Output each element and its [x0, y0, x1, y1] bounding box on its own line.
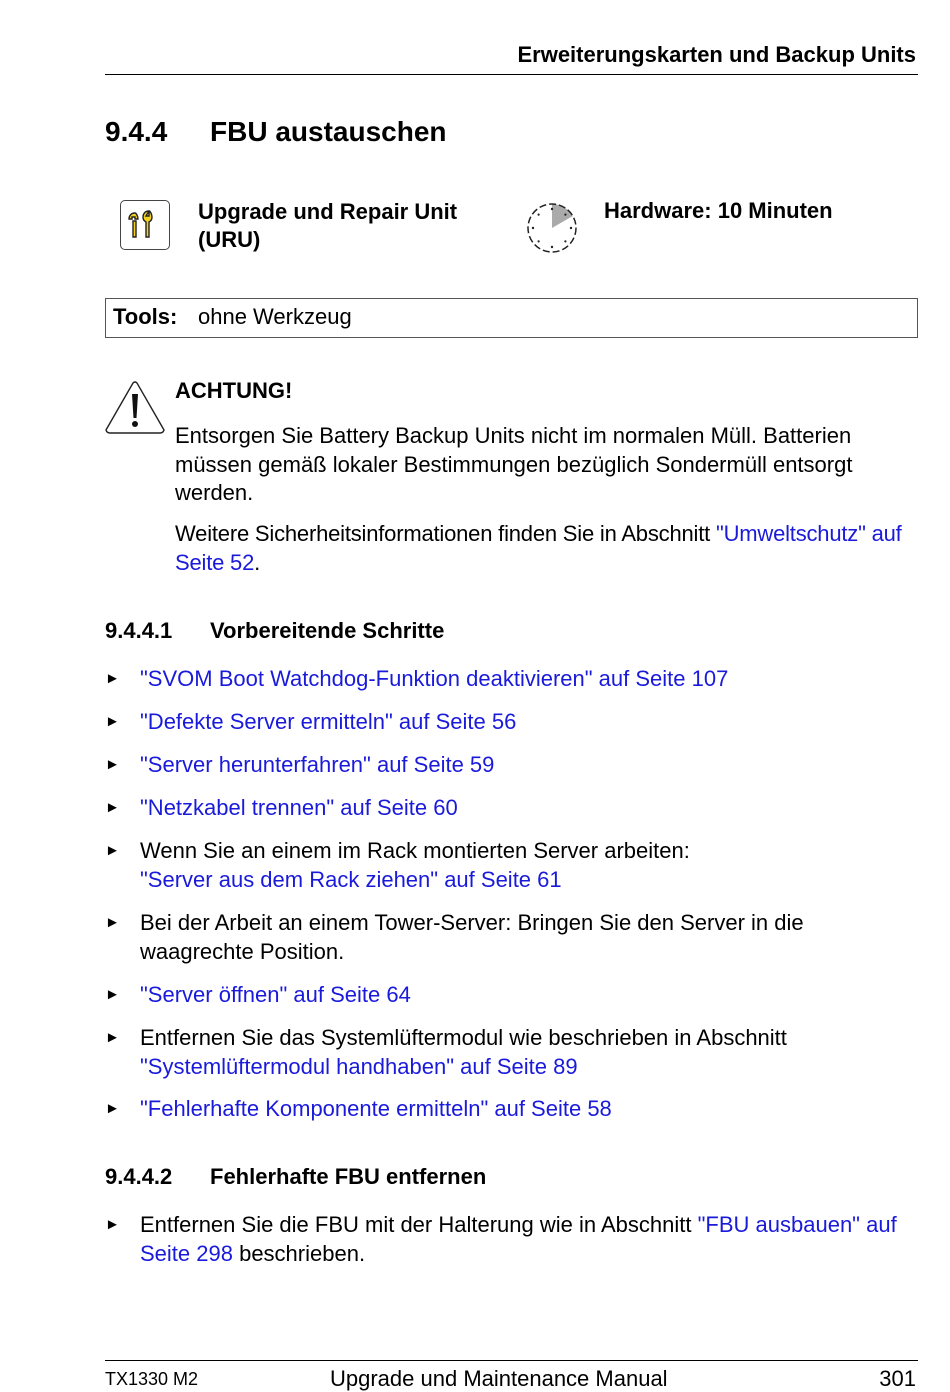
subsection-title	[105, 1164, 486, 1190]
header-rule	[105, 74, 918, 75]
list-item	[105, 751, 918, 781]
wrench-pair-icon	[120, 200, 170, 250]
link-systemluefter[interactable]: "Systemlüftermodul handhaben" auf Seite 89	[140, 1053, 578, 1079]
tools-value: ohne Werkzeug	[198, 304, 352, 329]
list-item	[105, 909, 918, 967]
warning-triangle-icon	[104, 380, 166, 441]
bullet-arrow-icon: ►	[105, 914, 120, 931]
step-text: Entfernen Sie das Systemlüftermodul wie beschrieben in Abschnitt	[140, 1025, 787, 1050]
warning-title: ACHTUNG!	[175, 378, 293, 403]
tools-label: Tools:	[113, 304, 178, 329]
uru-label	[198, 198, 457, 254]
link-server-oeffnen[interactable]: "Server öffnen" auf Seite 64	[140, 982, 411, 1007]
section-heading: FBU austauschen	[210, 116, 447, 147]
clock-icon	[524, 200, 580, 261]
footer-rule	[105, 1360, 918, 1361]
running-header: Erweiterungskarten und Backup Units	[517, 42, 916, 67]
warning-more-text: Weitere Sicherheitsinformationen finden Sie in Abschnitt	[175, 521, 716, 546]
bullet-arrow-icon: ►	[105, 986, 120, 1003]
footer-manual-title: Upgrade und Maintenance Manual	[330, 1366, 668, 1391]
bullet-arrow-icon: ►	[105, 756, 120, 773]
link-umweltschutz[interactable]: "Umweltschutz" auf Seite 52	[175, 521, 902, 575]
page-number: 301	[879, 1366, 916, 1391]
uru-line2: (URU)	[198, 227, 261, 252]
section-number: 9.4.4	[105, 116, 168, 147]
subsection-heading: Vorbereitende Schritte	[210, 618, 445, 643]
link-server-aus-rack[interactable]: "Server aus dem Rack ziehen" auf Seite 61	[140, 866, 562, 892]
step-text: Wenn Sie an einem im Rack montierten Server arbeiten:	[140, 838, 690, 863]
hardware-time: Hardware: 10 Minuten	[604, 198, 833, 223]
link-fehlerhafte-komponente[interactable]: "Fehlerhafte Komponente ermitteln" auf Seite 58	[140, 1096, 612, 1121]
subsection-heading: Fehlerhafte FBU entfernen	[210, 1164, 487, 1189]
bullet-arrow-icon: ►	[105, 670, 120, 687]
list-item	[105, 665, 918, 695]
footer-product: TX1330 M2	[105, 1369, 199, 1389]
link-server-herunterfahren[interactable]: "Server herunterfahren" auf Seite 59	[140, 752, 495, 777]
bullet-arrow-icon: ►	[105, 799, 120, 816]
list-item	[105, 981, 918, 1011]
step-text: Entfernen Sie die FBU mit der Halterung wie in Abschnitt	[140, 1212, 698, 1237]
list-item	[105, 1095, 918, 1125]
tools-box	[105, 298, 918, 338]
bullet-arrow-icon: ►	[105, 1029, 120, 1046]
section-title	[105, 116, 447, 148]
subsection-number: 9.4.4.2	[105, 1164, 173, 1189]
warning-more-suffix: .	[254, 549, 261, 575]
link-defekte-server[interactable]: "Defekte Server ermitteln" auf Seite 56	[140, 709, 517, 734]
step-suffix: beschrieben.	[232, 1240, 366, 1266]
link-fbu-ausbauen[interactable]: "FBU ausbauen" auf Seite 298	[140, 1212, 897, 1266]
bullet-arrow-icon: ►	[105, 842, 120, 859]
list-item	[105, 708, 918, 738]
warning-body: Entsorgen Sie Battery Backup Units nicht im normalen Müll. Batterien müssen gemäß lokaler Bestimmungen bezüglich Sondermüll entsorgt werden.	[175, 423, 853, 505]
bullet-arrow-icon: ►	[105, 713, 120, 730]
bullet-arrow-icon: ►	[105, 1216, 120, 1233]
link-svom-watchdog[interactable]: "SVOM Boot Watchdog-Funktion deaktivieren" auf Seite 107	[140, 666, 729, 691]
link-netzkabel-trennen[interactable]: "Netzkabel trennen" auf Seite 60	[140, 795, 458, 820]
warning-more	[175, 520, 918, 577]
list-item	[105, 1211, 918, 1269]
list-item	[105, 794, 918, 824]
subsection-title	[105, 618, 444, 644]
subsection-number: 9.4.4.1	[105, 618, 173, 643]
bullet-arrow-icon: ►	[105, 1100, 120, 1117]
uru-line1: Upgrade und Repair Unit	[198, 199, 458, 224]
list-item	[105, 1024, 918, 1082]
step-text: Bei der Arbeit an einem Tower-Server: Bringen Sie den Server in die waagrechte Position.	[140, 910, 804, 964]
list-item	[105, 837, 918, 895]
